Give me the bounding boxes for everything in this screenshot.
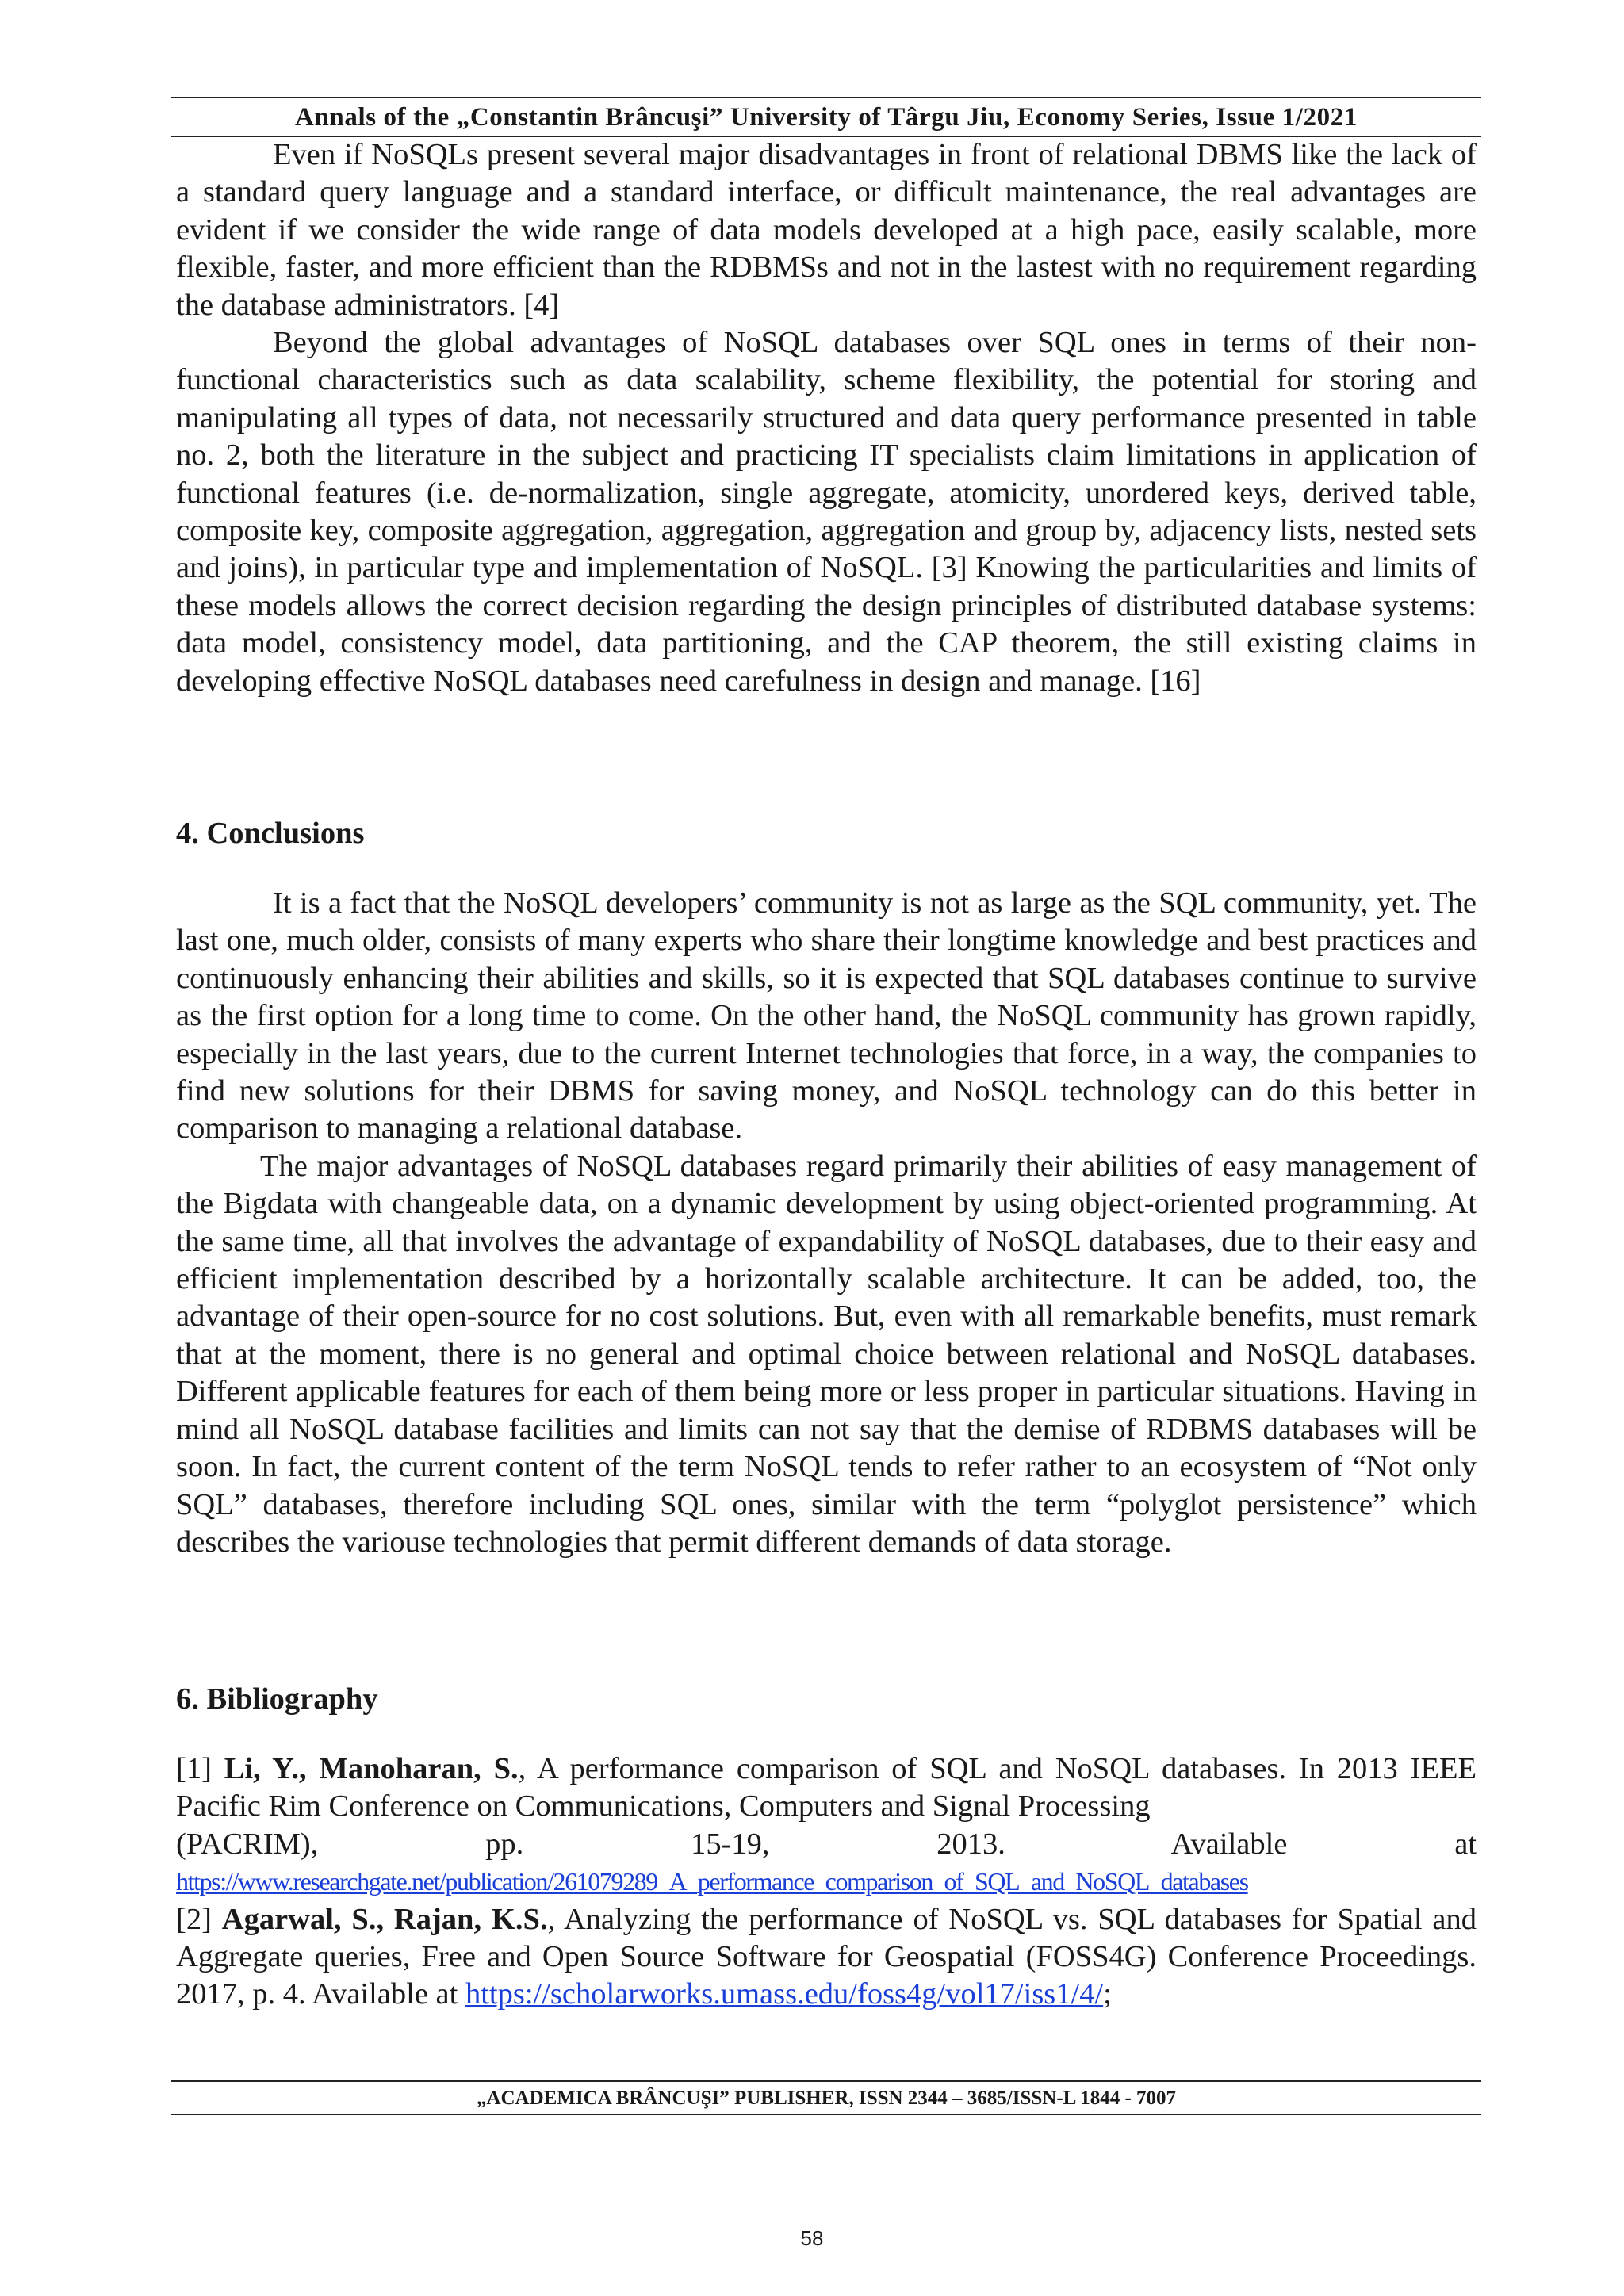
reference-1-text-b: (PACRIM), pp. 15-19, 2013. Available at: [176, 1827, 1477, 1861]
intro-paragraph-2: Beyond the global advantages of NoSQL databases over SQL ones in terms of their non-functional characteristics such as data scalability, scheme flexibility, the potential for storing and manipulating all types of data, not necessarily structured and data query performance presented in table no. 2, both the literature in the subject and practicing IT specialists claim limitations in application of functional features (i.e. de-normalization, single aggregate, atomicity, unordered keys, derived table, composite key, composite aggregation, aggregation, aggregation and group by, adjacency lists, nested sets and joins), in particular type and implementation of NoSQL. [3] Knowing the particularities and limits of these models allows the correct decision regarding the design principles of distributed database systems: data model, consistency model, data partitioning, and the CAP theorem, the still existing claims in developing effective NoSQL databases need carefulness in design and manage. [16]: [176, 326, 1477, 698]
reference-1-number: [1]: [176, 1752, 212, 1785]
bibliography-heading: 6. Bibliography: [176, 1682, 378, 1716]
intro-paragraph-1: Even if NoSQLs present several major disadvantages in front of relational DBMS like the lack of a standard query language and a standard interface, or difficult maintenance, the real advantages are evident if we consider the wide range of data models developed at a high pace, easily scalable, more flexible, faster, and more efficient than the RDBMSs and not in the lastest with no requirement regarding the database administrators. [4]: [176, 138, 1477, 322]
running-header: Annals of the „Constantin Brâncuşi” University of Târgu Jiu, Economy Series, Issue 1/2021: [295, 103, 1358, 132]
reference-2-link[interactable]: https://scholarworks.umass.edu/foss4g/vol17/iss1/4/: [465, 1977, 1104, 2011]
conclusions-paragraph-1: It is a fact that the NoSQL developers’ community is not as large as the SQL community, yet. The last one, much older, consists of many experts who share their longtime knowledge and best practices and continuously enhancing their abilities and skills, so it is expected that SQL databases continue to survive as the first option for a long time to come. On the other hand, the NoSQL community has grown rapidly, especially in the last years, due to the current Internet technologies that force, in a way, the companies to find new solutions for their DBMS for saving money, and NoSQL technology can do this better in comparison to managing a relational database.: [176, 886, 1477, 1146]
reference-2-tail: ;: [1103, 1977, 1112, 2011]
footer-rule-bottom: [171, 2114, 1481, 2115]
reference-1-authors: Li, Y., Manoharan, S.: [224, 1752, 519, 1785]
reference-2-number: [2]: [176, 1902, 212, 1936]
conclusions-heading: 4. Conclusions: [176, 817, 365, 850]
conclusions-section: [176, 885, 1477, 1561]
reference-2-text: Analyzing the performance of NoSQL vs. SQL databases for Spatial and Aggregate queries, Free and Open Source Software for Geospatial (FOSS4G) Conference Proceedings. 2017, p. 4. Available at: [176, 1902, 1477, 2011]
page-number: 58: [800, 2226, 824, 2250]
bibliography-list: [176, 1751, 1477, 2014]
conclusions-paragraph-2: The major advantages of NoSQL databases regard primarily their abilities of easy management of the Bigdata with changeable data, on a dynamic development by using object-oriented programming. At the same time, all that involves the advantage of expandability of NoSQL databases, due to their easy and efficient implementation described by a horizontally scalable architecture. It can be added, too, the advantage of their open-source for no cost solutions. But, even with all remarkable benefits, must remark that at the moment, there is no general and optimal choice between relational and NoSQL databases. Different applicable features for each of them being more or less proper in particular situations. Having in mind all NoSQL database facilities and limits can not say that the demise of RDBMS databases will be soon. In fact, the current content of the term NoSQL tends to refer rather to an ecosystem of “Not only SQL” databases, therefore including SQL ones, similar with the term “polyglot persistence” which describes the variouse technologies that permit different demands of data storage.: [176, 1149, 1477, 1559]
reference-2: [2] Agarwal, S., Rajan, K.S., Analyzing the performance of NoSQL vs. SQL databases for Spatial and Aggregate queries, Free and Open Source Software for Geospatial (FOSS4G) Conference Proceedings. 2017, p. 4. Available at https://scholarworks.umass.edu/foss4g/vol17/iss1/4/;: [176, 1902, 1477, 2011]
reference-2-authors: Agarwal, S., Rajan, K.S.: [221, 1902, 548, 1936]
header-rule-top: [171, 97, 1481, 98]
reference-1: [1] Li, Y., Manoharan, S., A performance comparison of SQL and NoSQL databases. In 2013 IEEE Pacific Rim Conference on Communications, Computers and Signal Processing (PACRIM), pp. 15-19, 2013. Available at https://www.researchgate.net/publication/261079289_A_performance_comparison_of_SQL_and_NoSQL_databases: [176, 1751, 1477, 1901]
footer-publisher: „ACADEMICA BRÂNCUŞI” PUBLISHER, ISSN 2344 – 3685/ISSN-L 1844 - 7007: [476, 2087, 1177, 2109]
footer-rule-top: [171, 2080, 1481, 2082]
intro-section: [176, 136, 1477, 700]
reference-1-link[interactable]: https://www.researchgate.net/publication/261079289_A_performance_comparison_of_SQL_and_NoSQL_databases: [176, 1867, 1248, 1896]
reference-1-text-a: A performance comparison of SQL and NoSQL databases. In 2013 IEEE Pacific Rim Conference on Communications, Computers and Signal Processing: [176, 1752, 1477, 1823]
